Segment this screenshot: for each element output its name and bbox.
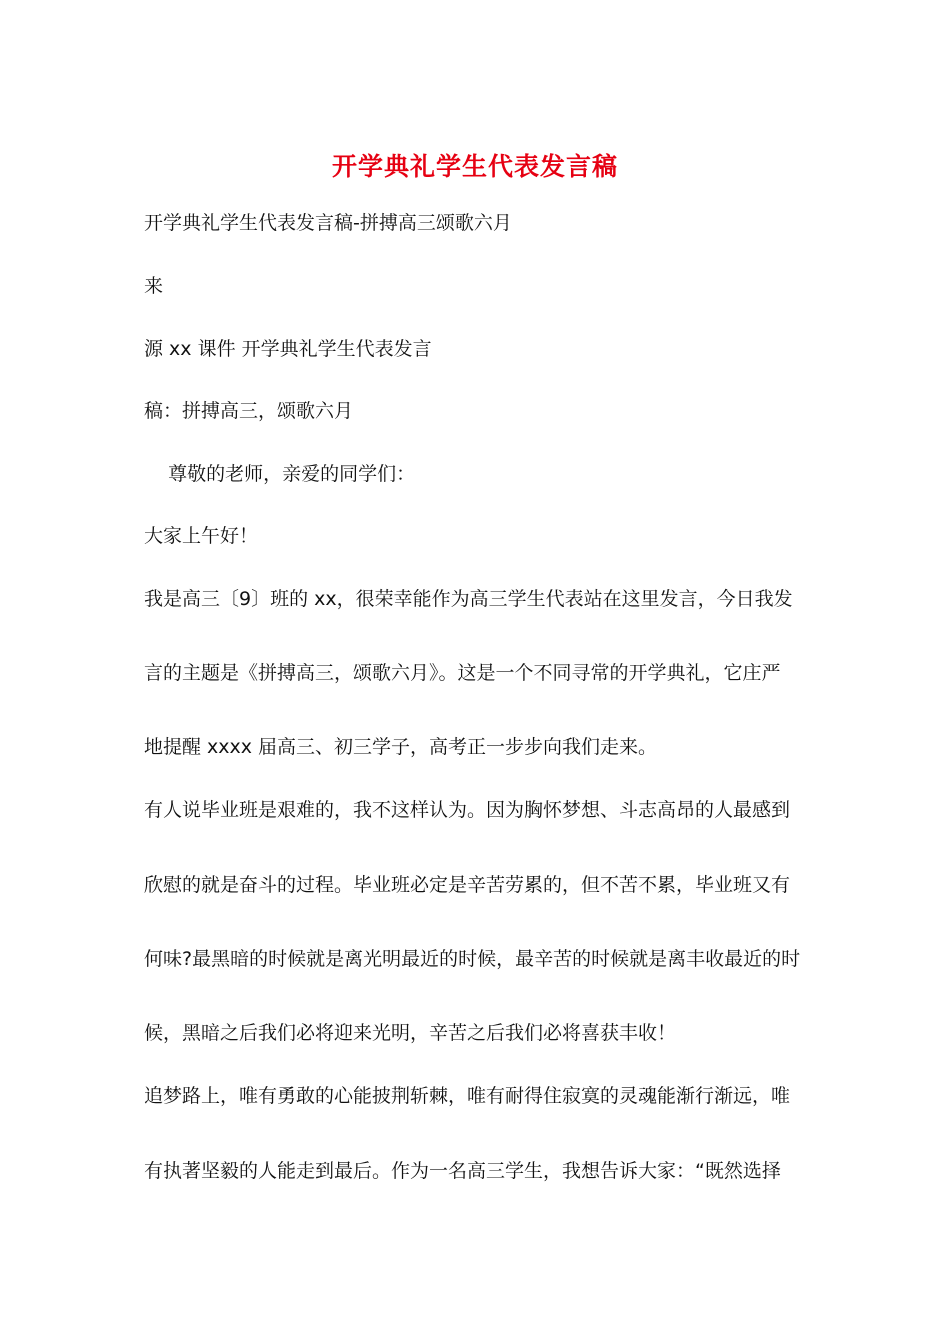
text-line: 有人说毕业班是艰难的，我不这样认为。因为胸怀梦想、斗志高昂的人最感到 [144,799,791,821]
document-title: 开学典礼学生代表发言稿 [331,152,618,181]
salutation-line: 尊敬的老师，亲爱的同学们： [144,463,416,485]
text-line: 言的主题是《拼搏高三，颂歌六月》。这是一个不同寻常的开学典礼，它庄严 [144,662,781,684]
text-line: 候，黑暗之后我们必将迎来光明，辛苦之后我们必将喜获丰收！ [144,1022,677,1044]
text-line: 源 xx 课件 开学典礼学生代表发言 [144,338,432,360]
text-line: 来 [144,275,164,297]
text-line: 欣慰的就是奋斗的过程。毕业班必定是辛苦劳累的，但不苦不累，毕业班又有 [144,874,791,896]
greeting-line: 大家上午好！ [144,525,259,547]
text-line: 地提醒 xxxx 届高三、初三学子，高考正一步步向我们走来。 [144,736,658,758]
text-line: 追梦路上，唯有勇敢的心能披荆斩棘，唯有耐得住寂寞的灵魂能渐行渐远，唯 [144,1085,791,1107]
text-line: 开学典礼学生代表发言稿-拼搏高三颂歌六月 [144,212,512,234]
text-line: 有执著坚毅的人能走到最后。作为一名高三学生，我想告诉大家：“既然选择 [144,1160,781,1182]
text-line: 稿：拼搏高三，颂歌六月 [144,400,354,422]
text-line: 何味?最黑暗的时候就是离光明最近的时候，最辛苦的时候就是离丰收最近的时 [144,948,801,970]
text-line: 我是高三〔9〕班的 xx，很荣幸能作为高三学生代表站在这里发言，今日我发 [144,588,793,610]
